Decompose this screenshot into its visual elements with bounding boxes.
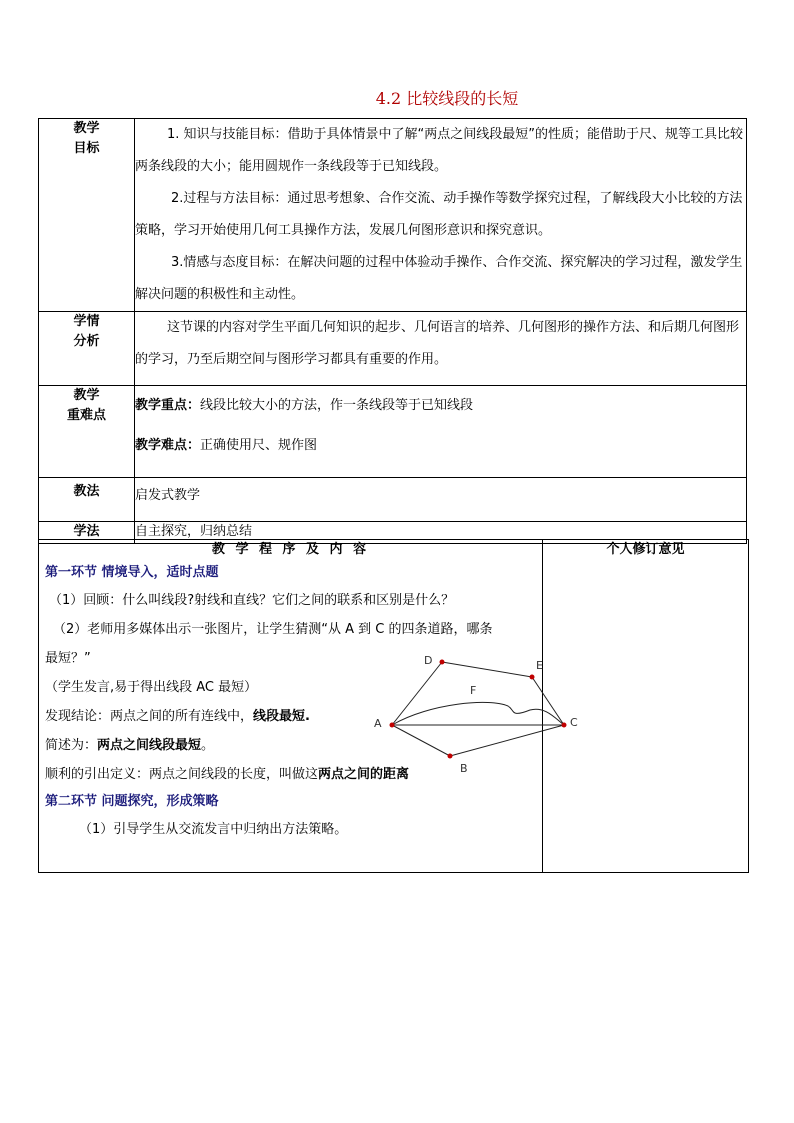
label-d: D (424, 654, 433, 667)
analysis-text: 这节课的内容对学生平面几何知识的起步、几何语言的培养、几何图形的操作方法、和后期几何图形的学习，乃至后期空间与图形学习都具有重要的作用。 (135, 320, 740, 367)
segment-ad (392, 662, 442, 725)
question-2-line2: 最短？” (45, 651, 91, 666)
segment-de (442, 662, 532, 677)
lesson-plan-table (38, 118, 747, 544)
definition-text: 顺利的引出定义：两点之间线段的长度，叫做这 (45, 767, 319, 782)
brief-end: 。 (201, 738, 215, 753)
key-focus-text: 线段比较大小的方法，作一条线段等于已知线段 (200, 398, 474, 413)
segment-ab (392, 725, 450, 756)
point-a (390, 723, 395, 728)
curve-afc (392, 702, 564, 725)
brief-bold: 两点之间线段最短 (97, 738, 202, 753)
definition-bold: 两点之间的距离 (318, 767, 410, 782)
procedure-header: 教 学 程 序 及 内 容 (211, 542, 370, 557)
question-1: （1）回顾：什么叫线段?射线和直线？它们之间的联系和区别是什么？ (49, 593, 455, 608)
goal-process: 2.过程与方法目标：通过思考想象、合作交流、动手操作等数学探究过程，了解线段大小比较的方法策略，学习开始使用几何工具操作方法，发展几何图形意识和探究意识。 (135, 191, 743, 238)
row-goals (39, 119, 747, 312)
label-key (39, 386, 135, 478)
label-analysis-line2: 分析 (73, 334, 100, 349)
point-e (530, 675, 535, 680)
label-b: B (460, 762, 468, 775)
label-a: A (374, 717, 382, 730)
content-analysis (135, 312, 747, 386)
key-diff-text: 正确使用尺、规作图 (200, 438, 318, 453)
finding-text: 发现结论：两点之间的所有连线中， (45, 709, 254, 724)
label-f: F (470, 684, 477, 697)
label-method: 教法 (39, 478, 135, 522)
point-c (562, 723, 567, 728)
finding-bold: 线段最短. (253, 709, 310, 724)
student-response: （学生发言,易于得出线段 AC 最短） (45, 680, 258, 695)
key-focus (135, 386, 746, 426)
label-e: E (536, 659, 543, 672)
label-key-line2: 重难点 (66, 408, 106, 423)
brief-text: 简述为： (45, 738, 98, 753)
section-1-title: 第一环节 情境导入，适时点题 (45, 565, 219, 580)
label-c: C (570, 716, 578, 729)
segment-bc (450, 725, 564, 756)
label-analysis (39, 312, 135, 386)
route-figure (360, 648, 590, 778)
revision-header: 个人修订意见 (606, 542, 685, 557)
key-difficulty (135, 426, 746, 466)
row-analysis (39, 312, 747, 386)
point-d (440, 660, 445, 665)
question-3: （1）引导学生从交流发言中归纳出方法策略。 (79, 822, 348, 837)
label-analysis-line1: 学情 (73, 314, 100, 329)
label-key-line1: 教学 (73, 388, 100, 403)
points (390, 660, 567, 759)
row-key (39, 386, 747, 478)
label-goals-line1: 教学 (73, 121, 100, 136)
page-title: 4.2 比较线段的长短 (375, 89, 519, 108)
key-diff-label: 教学难点： (135, 438, 201, 453)
question-2-line1: （2）老师用多媒体出示一张图片，让学生猜测“从 A 到 C 的四条道路，哪条 (53, 622, 493, 637)
content-study: 自主探究，归纳总结 (135, 522, 747, 544)
content-goals (135, 119, 747, 312)
content-method: 启发式教学 (135, 478, 747, 522)
label-study: 学法 (39, 522, 135, 544)
segment-ec (532, 677, 564, 725)
point-b (448, 754, 453, 759)
row-method (39, 478, 747, 522)
section-2-title: 第二环节 问题探究，形成策略 (45, 794, 219, 809)
goal-knowledge: 1. 知识与技能目标：借助于具体情景中了解“两点之间线段最短”的性质；能借助于尺、规等工具比较两条线段的大小；能用圆规作一条线段等于已知线段。 (135, 127, 744, 174)
content-key (135, 386, 747, 478)
label-goals (39, 119, 135, 312)
key-focus-label: 教学重点： (135, 398, 201, 413)
goal-emotion: 3.情感与态度目标：在解决问题的过程中体验动手操作、合作交流、探究解决的学习过程，激发学生解决问题的积极性和主动性。 (135, 255, 743, 302)
label-goals-line2: 目标 (73, 141, 100, 156)
